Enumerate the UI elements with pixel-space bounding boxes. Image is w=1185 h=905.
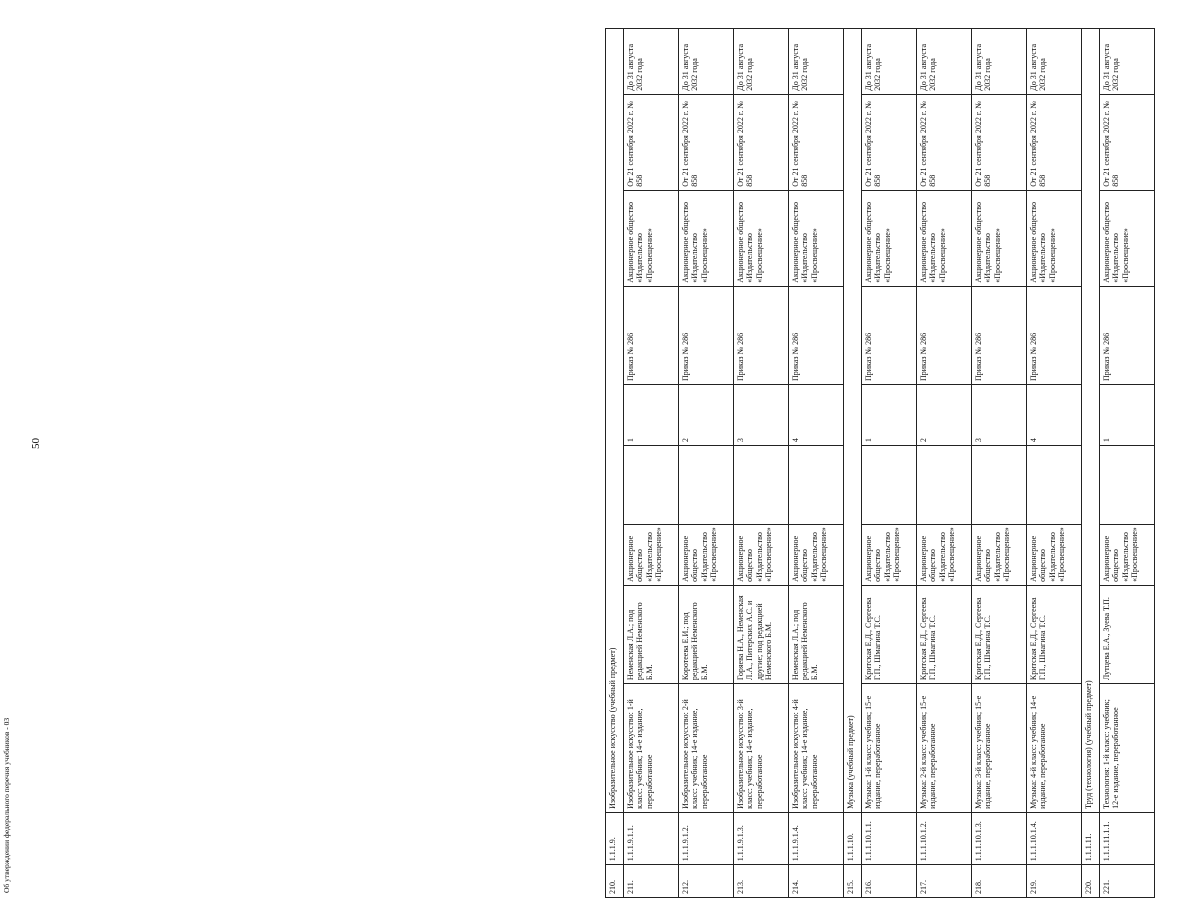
publisher-name: Акционерное общество «Издательство «Просвещение» (972, 524, 1027, 585)
order-ref: Приказ № 286 (1027, 286, 1082, 384)
row-code: 1.1.1.10.1.3. (972, 812, 1027, 864)
valid-until: До 31 августа 2032 года (734, 29, 789, 95)
empty-cell (734, 446, 789, 525)
publisher-org: Акционерное общество «Издательство «Просвещение» (679, 190, 734, 286)
section-row (844, 29, 862, 898)
textbook-authors: Неменская Л.А.; под редакцией Неменского Б.М. (624, 585, 679, 683)
order-ref: Приказ № 286 (1100, 286, 1155, 384)
table-row (624, 29, 679, 898)
valid-from: От 21 сентября 2022 г. № 858 (679, 94, 734, 190)
row-code: 1.1.1.9. (606, 812, 624, 864)
order-ref: Приказ № 286 (972, 286, 1027, 384)
publisher-name: Акционерное общество «Издательство «Просвещение» (917, 524, 972, 585)
empty-cell (1027, 446, 1082, 525)
valid-from: От 21 сентября 2022 г. № 858 (789, 94, 844, 190)
rotated-table-sheet (605, 28, 1185, 898)
row-code: 1.1.1.9.1.1. (624, 812, 679, 864)
row-number: 220. (1082, 865, 1100, 898)
table-row (1100, 29, 1155, 898)
valid-until: До 31 августа 2032 года (789, 29, 844, 95)
order-ref: Приказ № 286 (917, 286, 972, 384)
empty-cell (972, 446, 1027, 525)
table-row (734, 29, 789, 898)
textbook-authors: Критская Е.Д., Сергеева Г.П., Шмагина Т.С. (917, 585, 972, 683)
publisher-name: Акционерное общество «Издательство «Просвещение» (862, 524, 917, 585)
textbook-authors: Горяева Н.А., Неменская Л.А., Питерских А.С. и другие; под редакцией Неменского Б.М. (734, 585, 789, 683)
section-title: Изобразительное искусство (учебный предмет) (606, 29, 624, 813)
textbook-authors: Критская Е.Д., Сергеева Г.П., Шмагина Т.С. (862, 585, 917, 683)
publisher-name: Акционерное общество «Издательство «Просвещение» (624, 524, 679, 585)
row-number: 212. (679, 865, 734, 898)
grade-cell: 3 (734, 385, 789, 446)
textbook-authors: Критская Е.Д., Сергеева Г.П., Шмагина Т.С. (1027, 585, 1082, 683)
grade-cell: 1 (862, 385, 917, 446)
table-body (606, 29, 1155, 898)
valid-until: До 31 августа 2032 года (1100, 29, 1155, 95)
publisher-org: Акционерное общество «Издательство «Просвещение» (734, 190, 789, 286)
publisher-name: Акционерное общество «Издательство «Просвещение» (789, 524, 844, 585)
table-row (679, 29, 734, 898)
publisher-name: Акционерное общество «Издательство «Просвещение» (679, 524, 734, 585)
publisher-org: Акционерное общество «Издательство «Просвещение» (972, 190, 1027, 286)
table-row (789, 29, 844, 898)
valid-from: От 21 сентября 2022 г. № 858 (862, 94, 917, 190)
row-code: 1.1.1.10.1.1. (862, 812, 917, 864)
row-code: 1.1.1.11. (1082, 812, 1100, 864)
textbook-name: Изобразительное искусство: 2-й класс: учебник; 14-е издание, переработанное (679, 684, 734, 813)
textbook-name: Музыка: 3-й класс: учебник; 15-е издание, переработанное (972, 684, 1027, 813)
valid-until: До 31 августа 2032 года (624, 29, 679, 95)
textbook-authors: Коротеева Е.И.; под редакцией Неменского Б.М. (679, 585, 734, 683)
valid-from: От 21 сентября 2022 г. № 858 (1100, 94, 1155, 190)
publisher-name: Акционерное общество «Издательство «Просвещение» (1100, 524, 1155, 585)
grade-cell: 1 (1100, 385, 1155, 446)
row-code: 1.1.1.10.1.2. (917, 812, 972, 864)
publisher-org: Акционерное общество «Издательство «Просвещение» (862, 190, 917, 286)
valid-from: От 21 сентября 2022 г. № 858 (972, 94, 1027, 190)
publisher-name: Акционерное общество «Издательство «Просвещение» (1027, 524, 1082, 585)
textbook-authors: Критская Е.Д., Сергеева Г.П., Шмагина Т.С. (972, 585, 1027, 683)
section-title: Труд (технология) (учебный предмет) (1082, 29, 1100, 813)
empty-cell (1100, 446, 1155, 525)
textbook-name: Музыка: 1-й класс: учебник; 15-е издание, переработанное (862, 684, 917, 813)
row-number: 219. (1027, 865, 1082, 898)
grade-cell: 3 (972, 385, 1027, 446)
row-code: 1.1.1.9.1.3. (734, 812, 789, 864)
footer-note: Об утверждении федерального перечня учебников - 03 (2, 717, 11, 893)
row-code: 1.1.1.10. (844, 812, 862, 864)
textbook-name: Технология: 1-й класс: учебник; 12-е издание, переработанное (1100, 684, 1155, 813)
empty-cell (862, 446, 917, 525)
page-number: 50 (30, 438, 42, 449)
empty-cell (917, 446, 972, 525)
publisher-org: Акционерное общество «Издательство «Просвещение» (917, 190, 972, 286)
textbook-name: Изобразительное искусство: 4-й класс: учебник; 14-е издание, переработанное (789, 684, 844, 813)
textbook-name: Музыка: 2-й класс: учебник; 15-е издание, переработанное (917, 684, 972, 813)
table-row (1027, 29, 1082, 898)
textbook-name: Музыка: 4-й класс: учебник; 14-е издание, переработанное (1027, 684, 1082, 813)
empty-cell (679, 446, 734, 525)
row-code: 1.1.1.9.1.2. (679, 812, 734, 864)
row-number: 213. (734, 865, 789, 898)
valid-until: До 31 августа 2032 года (862, 29, 917, 95)
table-row (862, 29, 917, 898)
row-code: 1.1.1.10.1.4. (1027, 812, 1082, 864)
valid-from: От 21 сентября 2022 г. № 858 (734, 94, 789, 190)
row-number: 216. (862, 865, 917, 898)
valid-until: До 31 августа 2032 года (917, 29, 972, 95)
grade-cell: 2 (917, 385, 972, 446)
order-ref: Приказ № 286 (679, 286, 734, 384)
row-number: 215. (844, 865, 862, 898)
textbook-name: Изобразительное искусство: 3-й класс: учебник; 14-е издание, переработанное (734, 684, 789, 813)
empty-cell (624, 446, 679, 525)
table-row (972, 29, 1027, 898)
row-number: 211. (624, 865, 679, 898)
publisher-org: Акционерное общество «Издательство «Просвещение» (1100, 190, 1155, 286)
empty-cell (789, 446, 844, 525)
textbook-name: Изобразительное искусство: 1-й класс: учебник; 14-е издание, переработанное (624, 684, 679, 813)
textbook-authors: Неменская Л.А.; под редакцией Неменского Б.М. (789, 585, 844, 683)
valid-from: От 21 сентября 2022 г. № 858 (624, 94, 679, 190)
valid-from: От 21 сентября 2022 г. № 858 (917, 94, 972, 190)
row-number: 217. (917, 865, 972, 898)
row-code: 1.1.1.9.1.4. (789, 812, 844, 864)
valid-until: До 31 августа 2032 года (972, 29, 1027, 95)
grade-cell: 2 (679, 385, 734, 446)
grade-cell: 4 (789, 385, 844, 446)
textbook-authors: Лутцева Е.А., Зуева Т.П. (1100, 585, 1155, 683)
publisher-name: Акционерное общество «Издательство «Просвещение» (734, 524, 789, 585)
publisher-org: Акционерное общество «Издательство «Просвещение» (624, 190, 679, 286)
valid-until: До 31 августа 2032 года (1027, 29, 1082, 95)
valid-until: До 31 августа 2032 года (679, 29, 734, 95)
textbook-table (605, 28, 1155, 898)
order-ref: Приказ № 286 (862, 286, 917, 384)
order-ref: Приказ № 286 (624, 286, 679, 384)
order-ref: Приказ № 286 (734, 286, 789, 384)
section-row (606, 29, 624, 898)
order-ref: Приказ № 286 (789, 286, 844, 384)
valid-from: От 21 сентября 2022 г. № 858 (1027, 94, 1082, 190)
row-number: 214. (789, 865, 844, 898)
row-number: 210. (606, 865, 624, 898)
row-number: 221. (1100, 865, 1155, 898)
section-title: Музыка (учебный предмет) (844, 29, 862, 813)
publisher-org: Акционерное общество «Издательство «Просвещение» (789, 190, 844, 286)
row-number: 218. (972, 865, 1027, 898)
row-code: 1.1.1.11.1.1. (1100, 812, 1155, 864)
grade-cell: 1 (624, 385, 679, 446)
section-row (1082, 29, 1100, 898)
table-row (917, 29, 972, 898)
grade-cell: 4 (1027, 385, 1082, 446)
publisher-org: Акционерное общество «Издательство «Просвещение» (1027, 190, 1082, 286)
